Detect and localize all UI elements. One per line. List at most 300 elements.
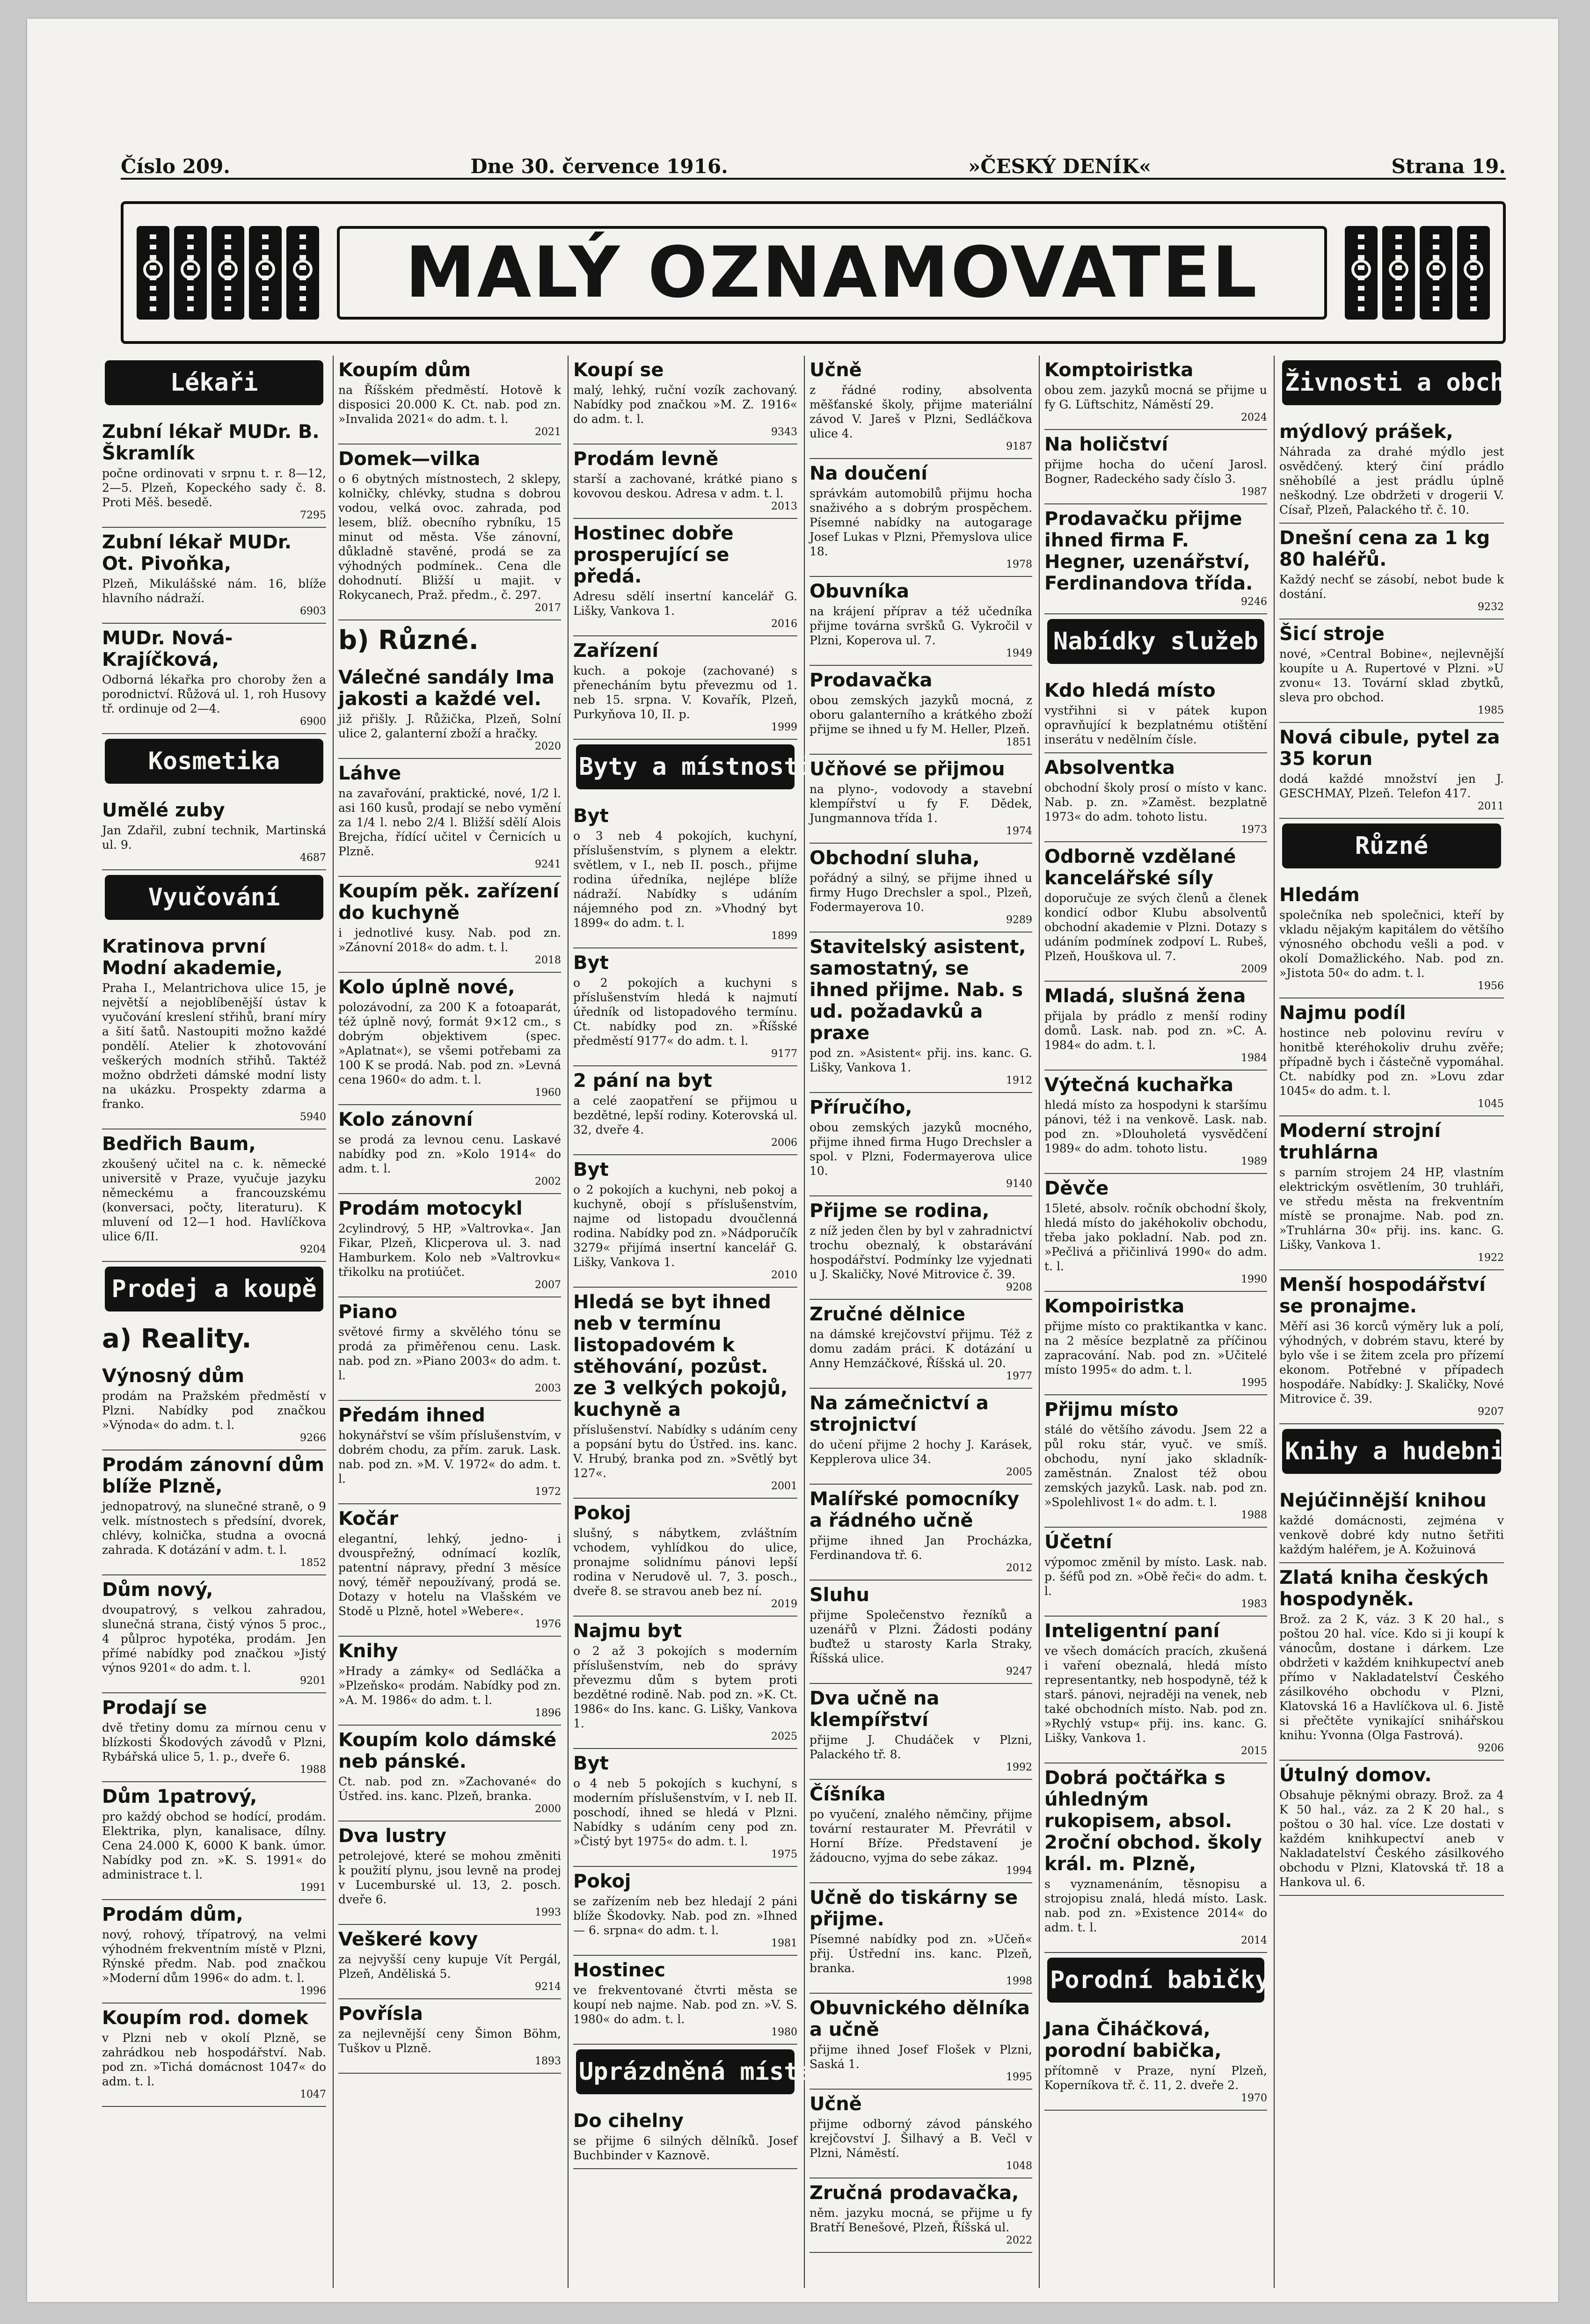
ad-body: i jednotlivé kusy. Nab. pod zn. »Zánovní 2018« do adm. t. l.: [338, 926, 561, 954]
classified-ad: [102, 1693, 326, 1782]
ad-headline: Hledá se byt ihned neb v termínu listopadovém k stěhování, pozůst. ze 3 velkých pokojů, kuchyně a: [573, 1291, 788, 1421]
classified-ad: [573, 519, 797, 636]
classified-ad: [1279, 1563, 1504, 1761]
ad-headline: Byt: [573, 1753, 609, 1774]
ad-headline: Byt: [573, 805, 609, 827]
ad-body: Odborná lékařka pro choroby žen a porodnictví. Růžová ul. 1, roh Husovy tř. ordinuje od 2—4.: [102, 673, 326, 715]
ad-headline: Předám ihned: [338, 1405, 485, 1426]
classified-ad: [810, 2090, 1032, 2178]
ad-headline: 2 pání na byt: [573, 1070, 712, 1092]
classified-ad: [338, 1925, 561, 1999]
ad-body: světové firmy a skvělého tónu se prodá za přiměřenou cenu. Lask. nab. pod zn. »Piano 2003« do adm. t. l.: [338, 1325, 561, 1382]
ad-code: 1976: [535, 1618, 561, 1630]
ad-code: 2014: [1241, 1935, 1267, 1946]
classified-ad: [338, 1726, 561, 1821]
classified-ad: [1044, 504, 1267, 614]
page-header: [121, 154, 1506, 180]
ad-headline: Dům 1patrový,: [102, 1786, 257, 1807]
ad-headline: Učně do tiskárny se přijme.: [810, 1887, 1018, 1930]
classified-ad: [338, 663, 561, 759]
ad-code: 2011: [1478, 801, 1504, 812]
ad-code: 9214: [535, 1981, 561, 1993]
ad-code: 1899: [771, 930, 797, 942]
ad-headline: Absolventka: [1044, 757, 1175, 779]
classified-ad: [1279, 1116, 1504, 1270]
ad-body: s vyznamenáním, těsnopisu a strojopisu znalá, hledá místo. Lask. nab. pod zn. »Existence 2014« do adm. t. l.: [1044, 1877, 1267, 1934]
ad-headline: Kolo zánovní: [338, 1109, 473, 1130]
ad-code: 2024: [1241, 412, 1267, 423]
ad-code: 1993: [535, 1907, 561, 1918]
ad-code: 9208: [1006, 1282, 1032, 1293]
ad-body: pod zn. »Asistent« přij. ins. kanc. G. Lišky, Vankova 1.: [810, 1046, 1032, 1074]
ad-body: dvě třetiny domu za mírnou cenu v blízkosti Škodových závodů v Plzni, Rybářská ulice 5, 1. p., dveře 6.: [102, 1721, 326, 1763]
ad-code: 9247: [1006, 1666, 1032, 1677]
classified-ad: [1044, 356, 1267, 430]
classified-ad: [1044, 1071, 1267, 1174]
ad-code: 6903: [300, 605, 326, 617]
ad-headline: Učně: [810, 359, 862, 381]
ad-headline: Výtečná kuchařka: [1044, 1074, 1233, 1096]
classified-ad: [810, 1196, 1032, 1300]
ad-body: prodám na Pražském předměstí v Plzni. Nabídky pod značkou »Výnoda« do adm. t. l.: [102, 1389, 326, 1432]
column-2: [334, 356, 569, 2288]
ad-body: ve všech domácích pracích, zkušená i vaření obeznalá, hledá místo representantky, neb hospodyně, též k starš. pánovi, nejraději na venek, neb také obchodních místo. Nab. pod zn. »Rychlý vstup« přij. ins. kanc. G. Lišky, Vankova 1.: [1044, 1644, 1267, 1745]
classified-ad: [810, 577, 1032, 666]
ad-code: 1988: [1241, 1509, 1267, 1521]
classified-ad: [1279, 723, 1504, 819]
ad-body: se zařízením neb bez hledají 2 páni blíže Škodovky. Nab. pod zn. »Ihned — 6. srpna« do adm. t. l.: [573, 1894, 797, 1937]
classified-ad: [338, 1401, 561, 1504]
ad-code: 2015: [1241, 1745, 1267, 1757]
ad-headline: Prodám levně: [573, 448, 719, 470]
classified-ad: [573, 2106, 797, 2169]
classified-ad: [1044, 430, 1267, 504]
ad-headline: Byt: [573, 1159, 609, 1180]
classified-ad: [810, 666, 1032, 755]
classified-ad: [1044, 753, 1267, 842]
ad-code: 1912: [1006, 1075, 1032, 1086]
classified-ad: [1279, 1761, 1504, 1896]
ad-body: hostince neb polovinu revíru v honitbě kteréhokoliv druhu zvěře; případně bych i částečně vypomáhal. Ct. nabídky pod zn. »Lovu zdar 1045« do adm. t. l.: [1279, 1026, 1504, 1098]
ad-headline: Koupí se: [573, 359, 664, 381]
classified-ad: [573, 356, 797, 444]
ad-code: 9246: [1241, 596, 1267, 608]
ad-headline: Přijmu místo: [1044, 1399, 1179, 1421]
classified-ad: [810, 1389, 1032, 1485]
ad-body: stálé do většího závodu. Jsem 22 a půl roku stár, vyuč. ve smíš. obchodu, nyní jako skladník-zaměstnán. Znalost též obou zemských jazyků. Lask. nab. pod zn. »Spolehlivost 1« do adm. t. l.: [1044, 1423, 1267, 1509]
section-heading: Knihy a hudebniny: [1282, 1429, 1501, 1474]
ad-code: 1996: [300, 1985, 326, 1997]
ad-body: petrolejové, které se mohou změniti k použití plynu, jsou levně na prodej v Lucemburské ul. 13, 2. posch. dveře 6.: [338, 1849, 561, 1906]
ad-body: Náhrada za drahé mýdlo jest osvědčený. který činí prádlo sněhobílé a jest prádlu úplně neškodný. Lze obdržeti v drogerii V. Císař, Plzeň, Palackého tř. č. 10.: [1279, 445, 1504, 517]
classified-ad: [338, 444, 561, 620]
classified-ad: [573, 1288, 797, 1499]
ad-body: Adresu sdělí insertní kancelář G. Lišky, Vankova 1.: [573, 590, 797, 618]
ad-body: přijme ihned Jan Procházka, Ferdinandova tř. 6.: [810, 1534, 1032, 1562]
ad-body: z níž jeden člen by byl v zahradnictví trochu obeznalý, k obstarávání hospodářství. Podmínky lze vyjednati u J. Skaličky, Nové Mitrovice č. 39.: [810, 1224, 1032, 1281]
classified-ad: [1044, 1174, 1267, 1292]
ad-code: 9232: [1478, 601, 1504, 613]
ad-headline: Bedřich Baum,: [102, 1133, 256, 1155]
ad-headline: Do cihelny: [573, 2110, 684, 2132]
classified-ad: [810, 2178, 1032, 2253]
ad-code: 1984: [1241, 1052, 1267, 1064]
classified-ad: [338, 1637, 561, 1726]
ad-code: 5940: [300, 1111, 326, 1123]
ad-code: 2000: [535, 1803, 561, 1815]
ad-headline: Nejúčinnější knihou: [1279, 1490, 1487, 1511]
ad-code: 9201: [300, 1675, 326, 1687]
ad-headline: Knihy: [338, 1640, 398, 1662]
classified-ad: [1044, 982, 1267, 1071]
ad-headline: Obuvnického dělníka a učně: [810, 1997, 1030, 2040]
ad-body: společníka neb společnici, kteří by vkladu nějakým kapitálem do většího výnosného obchodu vešli a pod. v okolí Domažlického. Nab. pod zn. »Jistota 50« do adm. t. l.: [1279, 908, 1504, 980]
classified-ad: [1044, 1395, 1267, 1528]
ad-headline: Pokoj: [573, 1502, 631, 1524]
classified-ad: [338, 1504, 561, 1637]
ad-code: 9177: [771, 1048, 797, 1060]
ad-headline: Zlatá kniha českých hospodyněk.: [1279, 1567, 1489, 1610]
ad-body: o 3 neb 4 pokojích, kuchyní, příslušenstvím, s plynem a elektr. světlem, v I., neb II. posch., přijme rodina úředníka, nejlépe blíže nádraží. Nabídky s udáním nájemného pod zn. »Vhodný byt 1899« do adm. t. l.: [573, 829, 797, 930]
ad-code: 1956: [1478, 980, 1504, 992]
ad-body: přijme místo co praktikantka v kanc. na 2 měsíce bezplatně za příčinou zapracování. Nab. pod zn. »Učitelé místo 1995« do adm. t. l.: [1044, 1319, 1267, 1377]
ad-headline: Šicí stroje: [1279, 623, 1385, 645]
ad-headline: Prodám zánovní dům blíže Plzně,: [102, 1454, 324, 1497]
ad-body: z řádné rodiny, absolventa měšťanské školy, přijme materiální závod V. Jareš v Plzni, Sedláčkova ulice 4.: [810, 383, 1032, 440]
ad-body: o 2 pokojích a kuchyni, neb pokoj a kuchyně, obojí s příslušenstvím, najme od listopadu dvoučlenná rodina. Nabídky pod zn. »Nádporučík 3279« přijímá insertní kancelář G. Lišky, Vankova 1.: [573, 1183, 797, 1269]
classified-ad: [810, 1684, 1032, 1780]
classified-ad: [338, 1821, 561, 1925]
ad-headline: Piano: [338, 1301, 397, 1323]
ad-code: 1983: [1241, 1598, 1267, 1610]
ad-headline: Malířské pomocníky a řádného učně: [810, 1488, 1020, 1531]
ad-body: kuch. a pokoje (zachované) s přenecháním bytu převezmu od 1. neb 15. srpna. V. Kovařík, Plzeň, Purkyňova 10, II. p.: [573, 664, 797, 721]
ad-headline: Účetní: [1044, 1531, 1112, 1553]
section-heading: Byty a místnosti: [576, 744, 795, 789]
classified-ad: [1279, 619, 1504, 723]
classified-ad: [573, 1867, 797, 1956]
ad-body: hledá místo za hospodyni k staršímu pánovi, též i na venkově. Lask. nab. pod zn. »Dlouholetá vysvědčení 1989« do adm. tohoto listu.: [1044, 1098, 1267, 1155]
section-heading: Lékaři: [105, 360, 323, 405]
ad-body: za nejlevnější ceny Šimon Böhm, Tuškov u Plzně.: [338, 2027, 561, 2055]
classified-ad: [573, 1066, 797, 1155]
classified-ad: [1044, 1292, 1267, 1395]
ad-body: přijme hocha do učení Jarosl. Bogner, Radeckého sady číslo 3.: [1044, 458, 1267, 486]
ad-code: 2025: [771, 1731, 797, 1742]
ad-body: o 2 až 3 pokojích s moderním příslušenstvím, neb do správy převezmu dům s bytem proti bezdětné rodině. Nab. pod zn. »K. Ct. 1986« do Ins. kanc. G. Lišky, Vankova 1.: [573, 1644, 797, 1730]
issue-date: Dne 30. července 1916.: [470, 154, 728, 178]
ad-code: 1988: [300, 1764, 326, 1776]
ad-body: malý, lehký, ruční vozík zachovaný. Nabídky pod značkou »M. Z. 1916« do adm. t. l.: [573, 383, 797, 426]
newspaper-page: [27, 19, 1558, 2302]
classified-ad: [1279, 524, 1504, 619]
classified-ad: [810, 1883, 1032, 1994]
ad-code: 2021: [535, 426, 561, 438]
ad-body: doporučuje ze svých členů a členek kondicí odbor Klubu absolventů obchodní akademie v Plzni. Dotazy s udáním podmínek zodpoví L. Rubeš, Plzeň, Houškova ul. 7.: [1044, 891, 1267, 963]
ad-code: 1977: [1006, 1370, 1032, 1382]
ad-body: 2cylindrový, 5 HP, »Valtrovka«. Jan Fikar, Plzeň, Klicperova ul. 3. nad Hamburkem. Kolo neb »Valtrovku« třikolku na protiúčet.: [338, 1222, 561, 1279]
ad-body: »Hrady a zámky« od Sedláčka a »Plzeňsko« prodám. Nabídky pod zn. »A. M. 1986« do adm. t. l.: [338, 1664, 561, 1707]
ad-code: 9241: [535, 859, 561, 870]
ad-body: o 4 neb 5 pokojích s kuchyní, s moderním příslušenstvím, v I. neb II. poschodí, ihned se hledá v Plzni. Nabídky s udáním ceny pod zn. »Čistý byt 1975« do adm. t. l.: [573, 1777, 797, 1848]
ad-code: 4687: [300, 852, 326, 864]
ad-columns: [97, 356, 1549, 2288]
ad-body: v Plzni neb v okolí Plzně, se zahrádkou neb hospodářství. Nab. pod zn. »Tichá domácnost 1047« do adm. t. l.: [102, 2031, 326, 2088]
classified-ad: [810, 1780, 1032, 1883]
ad-code: 1852: [300, 1557, 326, 1569]
classified-ad: [102, 624, 326, 734]
ad-body: Měří asi 36 korců výměry luk a polí, výhodných, v dobrém stavu, které by bylo vše i se žitem zcela pro přízemí ekonom. Potřebné v případech hospodáře. Nabídky: J. Skaličky, Nové Mitrovice č. 39.: [1279, 1319, 1504, 1406]
ad-code: 9207: [1478, 1406, 1504, 1418]
ad-body: Obsahuje pěknými obrazy. Brož. za 4 K 50 hal., váz. za 2 K 20 hal., s poštou o 30 hal. více. Lze dostati v každém knihkupectví aneb v Nakladatelství Českého zásilkového obchodu v Plzni, Klatovská tř. 18 a Hankova ul. 6.: [1279, 1788, 1504, 1889]
classified-ad: [338, 1194, 561, 1297]
ad-body: příslušenství. Nabídky s udáním ceny a popsání bytu do Ústřed. ins. kanc. V. Hrubý, branka pod zn. »Světlý byt 127«.: [573, 1423, 797, 1480]
ad-body: dodá každé množství jen J. GESCHMAY, Plzeň. Telefon 417.: [1279, 772, 1504, 800]
ad-body: Plzeň, Mikulášské nám. 16, blíže hlavního nádraží.: [102, 577, 326, 605]
ad-body: výpomoc změnil by místo. Lask. nab. p. šéfů pod zn. »Obě řeči« do adm. t. l.: [1044, 1555, 1267, 1598]
ad-code: 1980: [771, 2026, 797, 2038]
ad-body: o 2 pokojích a kuchyni s příslušenstvím hledá k najmutí úředník od listopadového termínu. Ct. nabídky pod zn. »Říšské předměstí 9177« do adm. t. l.: [573, 976, 797, 1048]
ad-body: polozávodní, za 200 K a fotoaparát, též úplně nový, formát 9×12 cm., s dobrým objektivem (spec. »Aplatnat«), se všemi potřebami za 100 K se prodá. Nab. pod zn. »Levná cena 1960« do adm. t. l.: [338, 1000, 561, 1086]
classified-ad: [1044, 842, 1267, 982]
ad-body: elegantní, lehký, jedno- i dvouspřežný, odnímací kozlík, patentní nápravy, přední 3 měsíce nový, téměř nepoužívaný, prodá se. Dotazy v hotelu na Vlašském ve Stodě u Plzně, hotel »Webere«.: [338, 1532, 561, 1618]
ad-body: na zavařování, praktické, nové, 1/2 l. asi 160 kusů, prodají se nebo vymění za 1/4 l. nebo 2/4 l. Bližší sdělí Alois Brejcha, řídící učitel v Černicích u Plzně.: [338, 787, 561, 858]
classified-ad: [573, 1499, 797, 1617]
classified-ad: [102, 528, 326, 624]
section-heading: Kosmetika: [105, 739, 323, 784]
classified-ad: [810, 1485, 1032, 1581]
ad-code: 1995: [1006, 2071, 1032, 2083]
ad-code: 2002: [535, 1176, 561, 1187]
ad-body: nový, rohový, třípatrový, na velmi výhodném frekventním místě v Plzni, Rýnské předm. Nab. pod značkou »Moderní dům 1996« do adm. t. l.: [102, 1928, 326, 1985]
ad-body: obou zem. jazyků mocná se přijme u fy G. Lüftschitz, Náměstí 29.: [1044, 383, 1267, 411]
ad-headline: Číšníka: [810, 1784, 886, 1805]
ad-headline: Učně: [810, 2093, 862, 2115]
classified-ad: [102, 1900, 326, 2003]
ad-body: přítomně v Praze, nyní Plzeň, Koperníkova tř. č. 11, 2. dveře 2.: [1044, 2064, 1267, 2092]
ad-body: Každý nechť se zásobí, nebot bude k dostání.: [1279, 573, 1504, 601]
ad-body: počne ordinovati v srpnu t. r. 8—12, 2—5. Plzeň, Kopeckého sady č. 8. Proti Měš. besedě.: [102, 466, 326, 509]
ad-code: 9140: [1006, 1178, 1032, 1190]
classified-ad: [102, 1129, 326, 1262]
ad-headline: Koupím rod. domek: [102, 2007, 308, 2029]
ad-headline: MUDr. Nová-Krajíčková,: [102, 627, 233, 670]
ad-code: 1991: [300, 1882, 326, 1894]
ad-headline: Domek—vilka: [338, 448, 481, 470]
ad-code: 2007: [535, 1279, 561, 1291]
ad-headline: Komptoiristka: [1044, 359, 1194, 381]
classified-ad: [102, 1575, 326, 1693]
subsection-heading: b) Různé.: [338, 625, 479, 656]
ad-code: 2009: [1241, 963, 1267, 975]
ad-body: slušný, s nábytkem, zvláštním vchodem, vyhlídkou do ulice, pronajme solidnímu pánovi lepší rodina v Nerudově ul. 7, 3. posch., dveře 8. se stravou aneb bez ní.: [573, 1526, 797, 1598]
ad-code: 2017: [535, 602, 561, 614]
ad-code: 2012: [1006, 1562, 1032, 1574]
ad-headline: Koupím pěk. zařízení do kuchyně: [338, 881, 559, 924]
ad-code: 1989: [1241, 1156, 1267, 1167]
classified-ad: [1279, 417, 1504, 524]
column-4: [805, 356, 1040, 2288]
ad-code: 1995: [1241, 1377, 1267, 1389]
ad-code: 2020: [535, 741, 561, 752]
classified-ad: [810, 1994, 1032, 2090]
classified-ad: [102, 932, 326, 1129]
classified-ad: [810, 1093, 1032, 1196]
page-number: Strana 19.: [1391, 154, 1506, 178]
classified-ad: [1044, 2015, 1267, 2111]
left-ornament: [124, 226, 332, 320]
classified-ad: [1279, 1270, 1504, 1424]
ad-code: 1960: [535, 1087, 561, 1099]
ad-code: 1973: [1241, 824, 1267, 836]
ad-body: Písemné nabídky pod zn. »Učeň« přij. Ústřední ins. kanc. Plzeň, branka.: [810, 1932, 1032, 1975]
ad-headline: Obuvníka: [810, 581, 909, 602]
ad-code: 2018: [535, 954, 561, 966]
classified-ad: [102, 796, 326, 870]
classified-ad: [1044, 676, 1267, 753]
ad-body: po vyučení, znalého němčiny, přijme tovární restaurater M. Převrátil v Horní Bříze. Představení je žádoucno, vyjma do sebe zákaz.: [810, 1807, 1032, 1865]
ad-body: za nejvyšší ceny kupuje Vít Pergál, Plzeň, Anděliská 5.: [338, 1952, 561, 1981]
ad-body: do učení přijme 2 hochy J. Karásek, Kepplerova ulice 34.: [810, 1438, 1032, 1466]
classified-ad: [1044, 1528, 1267, 1617]
ad-body: každé domácnosti, zejména v venkově dobré kdy nutno šetřiti každým haléřem, je A. Kožuinová: [1279, 1514, 1504, 1556]
ad-headline: Menší hospodářství se pronajme.: [1279, 1274, 1486, 1317]
ad-body: o 6 obytných místnostech, 2 sklepy, kolničky, chlévky, studna s dobrou vodou, velká ovoc. zahrada, pod lesem, blíž. obecního rybníku, 15 minut od města. Vše zánovní, důkladně stavěné, prodá se za výhodných podmínek.. Cena dle dohodnutí. Bližší u majit. v Rokycanech, Praž. předm., č. 297.: [338, 472, 561, 602]
ad-headline: Najmu byt: [573, 1620, 682, 1642]
ad-headline: Dobrá počtářka s úhledným rukopisem, absol. 2roční obchod. školy král. m. Plzně,: [1044, 1767, 1262, 1875]
classified-ad: [338, 973, 561, 1105]
ad-headline: Kdo hledá místo: [1044, 680, 1216, 701]
ad-body: obou zemských jazyků mocná, z oboru galanterního a krátkého zboží přijme se ihned u fy M. Heller, Plzeň.: [810, 693, 1032, 736]
ad-headline: Zručné dělnice: [810, 1304, 965, 1325]
ad-code: 9266: [300, 1432, 326, 1444]
ad-code: 1994: [1006, 1865, 1032, 1877]
issue-number: Číslo 209.: [121, 154, 230, 178]
section-banner: [121, 201, 1506, 344]
classified-ad: [810, 844, 1032, 933]
ad-code: 1949: [1006, 648, 1032, 659]
ad-headline: Dnešní cena za 1 kg 80 haléřů.: [1279, 527, 1490, 570]
classified-ad: [810, 356, 1032, 459]
ad-headline: Výnosný dům: [102, 1365, 245, 1387]
ad-headline: Odborně vzdělané kancelářské síly: [1044, 846, 1236, 889]
ad-code: 1047: [300, 2089, 326, 2100]
ad-headline: Hostinec: [573, 1960, 665, 1981]
classified-ad: [102, 1782, 326, 1900]
ad-code: 2022: [1006, 2235, 1032, 2246]
classified-ad: [1044, 1617, 1267, 1763]
ad-code: 2006: [771, 1137, 797, 1149]
ad-headline: Mladá, slušná žena: [1044, 985, 1246, 1007]
ad-headline: mýdlový prášek,: [1279, 421, 1453, 443]
ad-code: 1896: [535, 1707, 561, 1719]
ad-headline: Nová cibule, pytel za 35 korun: [1279, 727, 1500, 770]
ad-code: 2001: [771, 1480, 797, 1492]
ad-code: 9204: [300, 1244, 326, 1255]
ad-body: Praha I., Melantrichova ulice 15, je největší a nejoblíbenější ústav k vyučování kreslení střihů, braní míry a šití šatů. Nastoupiti možno každé pondělí. Atelier k zhotovování veškerých modních střihů. Taktéž možno obdržeti dámské modní listy na ukázku. Prospekty zdarma a franko.: [102, 981, 326, 1111]
ad-headline: Hostinec dobře prosperující se předá.: [573, 523, 734, 587]
column-5: [1040, 356, 1275, 2288]
subsection-heading: a) Reality.: [102, 1324, 252, 1354]
ad-body: na dámské krejčovství přijmu. Též z domu zadám práci. K dotázání u Anny Hemzáčkové, Říšská ul. 20.: [810, 1327, 1032, 1370]
ad-code: 9206: [1478, 1742, 1504, 1754]
ad-code: 7295: [300, 510, 326, 521]
ad-code: 1981: [771, 1938, 797, 1949]
classified-ad: [573, 444, 797, 519]
section-heading: Porodní babičky: [1047, 1958, 1264, 2003]
ad-headline: Zubní lékař MUDr. Ot. Pivoňka,: [102, 532, 292, 575]
classified-ad: [573, 948, 797, 1066]
ad-headline: Koupím dům: [338, 359, 471, 381]
ad-headline: Na doučení: [810, 463, 928, 484]
ad-code: 1045: [1478, 1098, 1504, 1110]
ad-code: 2003: [535, 1383, 561, 1394]
ad-code: 9289: [1006, 914, 1032, 926]
ad-code: 1985: [1478, 705, 1504, 716]
classified-ad: [810, 459, 1032, 577]
ad-headline: Na zámečnictví a strojnictví: [810, 1392, 989, 1435]
section-heading: Prodej a koupě: [105, 1267, 323, 1311]
ad-body: se prodá za levnou cenu. Laskavé nabídky pod zn. »Kolo 1914« do adm. t. l.: [338, 1133, 561, 1175]
ad-headline: Příručího,: [810, 1097, 912, 1118]
ad-headline: Prodám dům,: [102, 1904, 243, 1925]
ad-headline: Inteligentní paní: [1044, 1620, 1220, 1642]
column-1: [97, 356, 334, 2288]
ad-body: správkám automobilů přijmu hocha snaživého a s dobrým prospěchem. Písemné nabídky na autogarage Josef Lukas v Plzni, Přemyslova ulice 18.: [810, 487, 1032, 558]
ad-headline: Dva učně na klempířství: [810, 1688, 940, 1731]
classified-ad: [1279, 881, 1504, 998]
ad-code: 1978: [1006, 559, 1032, 570]
ad-body: starší a zachované, krátké piano s kovovou deskou. Adresa v adm. t. l.: [573, 472, 797, 500]
classified-ad: [810, 1300, 1032, 1389]
ad-code: 9343: [771, 426, 797, 438]
ad-code: 1990: [1241, 1274, 1267, 1285]
ad-code: 1048: [1006, 2160, 1032, 2172]
newspaper-name: »ČESKÝ DENÍK«: [968, 154, 1152, 178]
classified-ad: [338, 356, 561, 444]
ad-body: Brož. za 2 K, váz. 3 K 20 hal., s poštou 20 hal. více. Kdo si ji koupí k vánocům, dostane i dárkem. Lze obdržeti v každém knihkupectví aneb přímo v Nakladatelství Českého zásilkového obchodu v Plzni, Klatovská 16 a Havlíčkova ul. 6. Jistě si přečtěte vynikající snihářskou knihu: Yvonna (Olga Fastrová).: [1279, 1612, 1504, 1742]
classified-ad: [573, 1155, 797, 1288]
ad-body: na Říšském předměstí. Hotově k disposici 20.000 K. Ct. nab. pod zn. »Invalida 2021« do adm. t. l.: [338, 383, 561, 426]
classified-ad: [338, 1999, 561, 2074]
ad-code: 1851: [1006, 736, 1032, 748]
classified-ad: [102, 2003, 326, 2107]
classified-ad: [338, 877, 561, 973]
ad-headline: Zubní lékař MUDr. B. Škramlík: [102, 421, 320, 464]
classified-ad: [573, 636, 797, 740]
ad-body: ve frekventované čtvrti města se koupí neb najme. Nab. pod zn. »V. S. 1980« do adm. t. l.: [573, 1983, 797, 2026]
ad-body: již přišly. J. Růžička, Plzeň, Solní ulice 2, galanterní zboží a hračky.: [338, 712, 561, 740]
ad-headline: Prodavačku přijme ihned firma F. Hegner, uzenářství, Ferdinandova třída.: [1044, 508, 1253, 594]
ad-code: 1999: [771, 721, 797, 733]
ad-body: s parním strojem 24 HP, vlastním elektrickým osvětlením, 30 truhláři, ve středu města na frekventním místě se pronajme. Nab. pod zn. »Truhlárna 30« přij. ins. kanc. G. Lišky, Vankova 1.: [1279, 1166, 1504, 1252]
ad-body: pořádný a silný, se přijme ihned u firmy Hugo Drechsler a spol., Plzeň, Fodermayerova 10.: [810, 871, 1032, 914]
ad-headline: Veškeré kovy: [338, 1929, 478, 1950]
ad-code: 1998: [1006, 1975, 1032, 1987]
ad-code: 6900: [300, 716, 326, 728]
ad-body: na krájení příprav a též učedníka přijme továrna svršků G. Vykročil v Plzni, Koperova ul. 7.: [810, 605, 1032, 647]
ad-headline: Umělé zuby: [102, 800, 225, 821]
ad-code: 2005: [1006, 1466, 1032, 1478]
ad-headline: Hledám: [1279, 884, 1360, 906]
ad-code: 1987: [1241, 486, 1267, 498]
classified-ad: [1279, 998, 1504, 1116]
ad-body: přijme odborný závod pánského krejčovství J. Šilhavý a B. Večl v Plzni, Náměstí.: [810, 2117, 1032, 2160]
classified-ad: [810, 933, 1032, 1093]
ad-headline: Válečné sandály Ima jakosti a každé vel.: [338, 667, 555, 710]
ad-headline: Sluhu: [810, 1584, 869, 1606]
ad-headline: Najmu podíl: [1279, 1002, 1406, 1024]
